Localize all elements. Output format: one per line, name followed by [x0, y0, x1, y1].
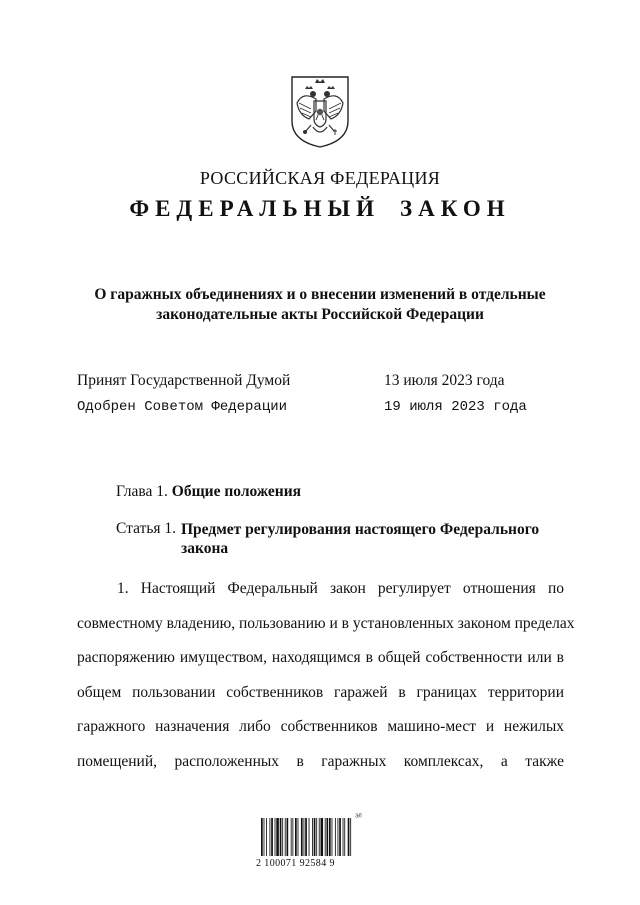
barcode-bar: [325, 818, 326, 856]
barcode-bar: [287, 818, 289, 856]
body-line: 1. Настоящий Федеральный закон регулирует отношения по: [117, 580, 564, 597]
barcode-bar: [332, 818, 333, 856]
chapter-title: Общие положения: [171, 483, 302, 500]
barcode-bar: [312, 818, 313, 856]
chapter-label: Глава 1.: [116, 483, 168, 500]
article-body: [77, 572, 575, 779]
document-type: [0, 196, 640, 222]
law-title: [80, 285, 560, 325]
barcode-bar: [291, 818, 292, 856]
duma-adoption-label: Принят Государственной Думой: [77, 372, 291, 389]
barcode-bar: [280, 818, 282, 856]
barcode-bar: [343, 818, 344, 856]
barcode-bar: [295, 818, 297, 856]
barcode-bar: [350, 818, 351, 856]
barcode-bar: [316, 818, 317, 856]
chapter-heading: [116, 483, 301, 501]
barcode-bar: [271, 818, 273, 856]
barcode-bar: [338, 818, 339, 856]
body-line: общем пользовании собственников гаражей в границах территории: [77, 683, 564, 701]
russian-coat-of-arms-icon: [289, 75, 351, 149]
barcode-number: 2 100071 92584 9: [256, 858, 335, 869]
barcode-bar: [298, 818, 299, 856]
barcode-bar: [309, 818, 310, 856]
barcode-bar: [319, 818, 320, 856]
article-title-line1: Предмет регулирования настоящего Федерального: [181, 521, 540, 538]
barcode-bar: [270, 818, 271, 856]
body-line: распоряжению имуществом, находящимся в общей собственности или в: [77, 649, 564, 666]
barcode-bar: [301, 818, 303, 856]
barcode-bar: [261, 818, 263, 856]
council-approval-label: Одобрен Советом Федерации: [77, 399, 288, 415]
article-title: [181, 520, 551, 558]
barcode-bar: [285, 818, 286, 856]
council-approval-date: 19 июля 2023 года: [384, 399, 527, 415]
barcode-bar: [282, 818, 283, 856]
country-name: РОССИЙСКАЯ ФЕДЕРАЦИЯ: [199, 168, 441, 188]
barcode-bar: [266, 818, 267, 856]
law-title-line1: О гаражных объединениях и о внесении изменений в отдельные: [94, 286, 546, 303]
law-title-line2: законодательные акты Российской Федерации: [156, 306, 484, 323]
barcode-bar: [275, 818, 276, 856]
barcode-marker-text: ЭЛ: [355, 813, 362, 818]
barcode-bar: [314, 818, 316, 856]
document-type-word2: ЗАКОН: [400, 196, 511, 221]
barcode-bar: [329, 818, 331, 856]
article-title-line2: закона: [181, 540, 229, 557]
barcode-bar: [339, 818, 341, 856]
article-label: Статья 1.: [116, 520, 177, 537]
barcode-bar: [335, 818, 336, 856]
barcode: [259, 818, 381, 856]
barcode-bar: [348, 818, 350, 856]
barcode-bar: [344, 818, 345, 856]
barcode-bar: [305, 818, 307, 856]
body-line: совместному владению, пользованию и в установленных законом пределах: [77, 614, 575, 632]
duma-adoption-date: 13 июля 2023 года: [384, 372, 505, 389]
barcode-bar: [304, 818, 305, 856]
body-line: гаражного назначения либо собственников машино-мест и нежилых: [77, 718, 564, 735]
barcode-bar: [292, 818, 293, 856]
document-type-word1: ФЕДЕРАЛЬНЫЙ: [129, 196, 381, 221]
barcode-bar: [264, 818, 265, 856]
barcode-bar: [321, 818, 324, 856]
barcode-bar: [326, 818, 328, 856]
barcode-bar: [276, 818, 279, 856]
body-line: помещений, расположенных в гаражных комплексах, а также: [77, 752, 564, 770]
